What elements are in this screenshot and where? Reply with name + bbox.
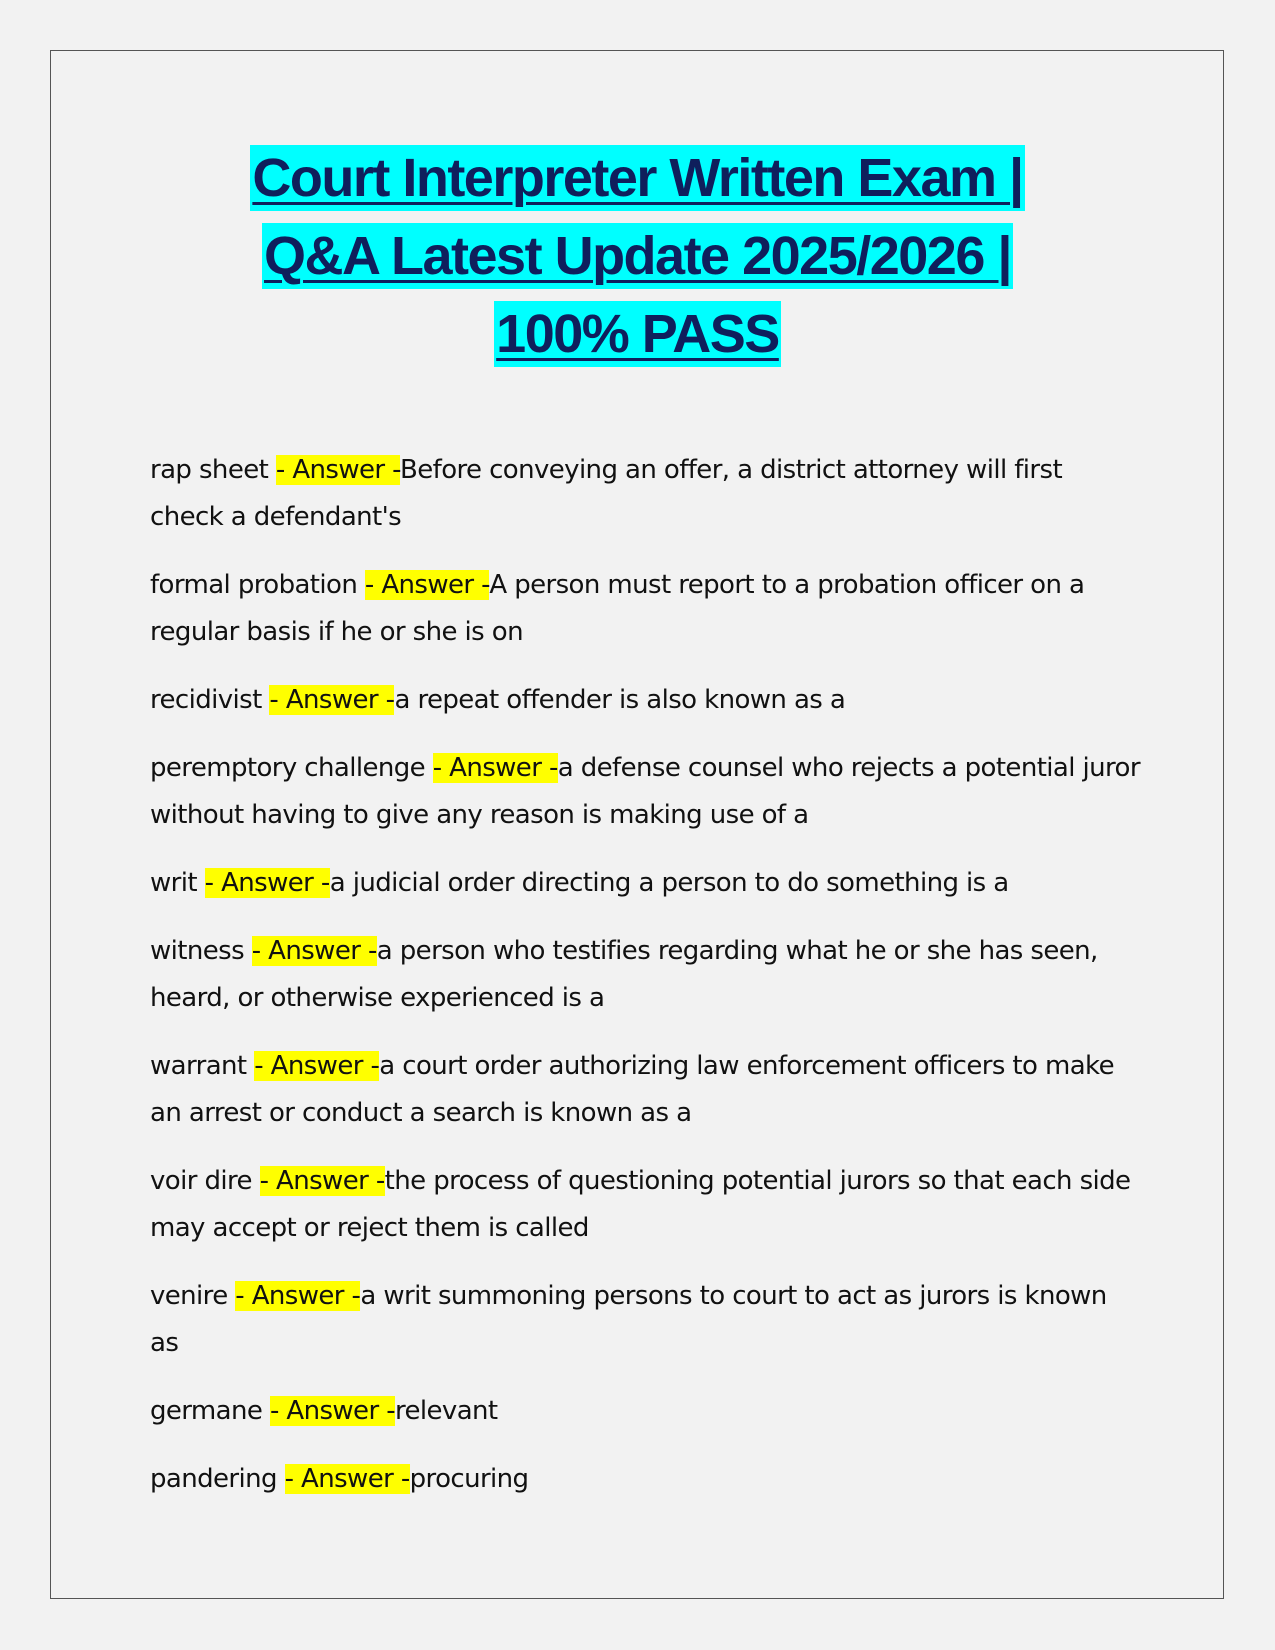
qa-definition: Before conveying an offer, a district attorney will first check a defendant's	[150, 455, 1063, 532]
answer-marker: - Answer -	[259, 1166, 385, 1196]
qa-term: warrant	[150, 1051, 255, 1081]
qa-definition: the process of questioning potential jurors so that each side may accept or reject them is called	[150, 1166, 1131, 1243]
answer-marker: - Answer -	[269, 685, 395, 715]
qa-definition: a court order authorizing law enforcement officers to make an arrest or conduct a search is known as a	[150, 1051, 1114, 1128]
qa-item-formal-probation	[150, 562, 1140, 656]
answer-marker: - Answer -	[432, 753, 558, 783]
answer-marker: - Answer -	[254, 1051, 380, 1081]
qa-item-rap-sheet	[150, 447, 1140, 541]
answer-marker: - Answer -	[269, 1396, 395, 1426]
title-line-2: Q&A Latest Update 2025/2026 |	[262, 223, 1013, 289]
qa-item-pandering	[150, 1456, 1140, 1503]
qa-definition: a judicial order directing a person to do something is a	[329, 868, 1009, 898]
qa-item-witness	[150, 928, 1140, 1022]
qa-item-warrant	[150, 1043, 1140, 1137]
qa-term: venire	[150, 1281, 236, 1311]
qa-item-voir-dire	[150, 1158, 1140, 1252]
qa-list	[150, 447, 1140, 1524]
qa-term: witness	[150, 936, 252, 966]
title-line-1: Court Interpreter Written Exam |	[250, 145, 1024, 211]
qa-term: formal probation	[150, 570, 365, 600]
qa-definition: a repeat offender is also known as a	[394, 685, 846, 715]
qa-term: pandering	[150, 1464, 285, 1494]
document-title	[0, 145, 1275, 379]
answer-marker: - Answer -	[284, 1464, 410, 1494]
qa-term: writ	[150, 868, 205, 898]
answer-marker: - Answer -	[364, 570, 490, 600]
qa-term: peremptory challenge	[150, 753, 433, 783]
qa-term: germane	[150, 1396, 270, 1426]
qa-definition: a writ summoning persons to court to act as jurors is known as	[150, 1281, 1107, 1358]
qa-item-writ	[150, 860, 1140, 907]
qa-item-peremptory-challenge	[150, 745, 1140, 839]
qa-term: voir dire	[150, 1166, 260, 1196]
qa-definition: a person who testifies regarding what he or she has seen, heard, or otherwise experienced is a	[150, 936, 1098, 1013]
answer-marker: - Answer -	[235, 1281, 361, 1311]
answer-marker: - Answer -	[275, 455, 401, 485]
qa-term: rap sheet	[150, 455, 276, 485]
qa-term: recidivist	[150, 685, 270, 715]
qa-definition: a defense counsel who rejects a potential juror without having to give any reason is making use of a	[150, 753, 1140, 830]
answer-marker: - Answer -	[204, 868, 330, 898]
qa-item-recidivist	[150, 677, 1140, 724]
qa-definition: A person must report to a probation officer on a regular basis if he or she is on	[150, 570, 1085, 647]
title-line-3: 100% PASS	[494, 301, 781, 367]
answer-marker: - Answer -	[251, 936, 377, 966]
qa-item-venire	[150, 1273, 1140, 1367]
qa-item-germane	[150, 1388, 1140, 1435]
qa-definition: procuring	[409, 1464, 529, 1494]
qa-definition: relevant	[395, 1396, 498, 1426]
